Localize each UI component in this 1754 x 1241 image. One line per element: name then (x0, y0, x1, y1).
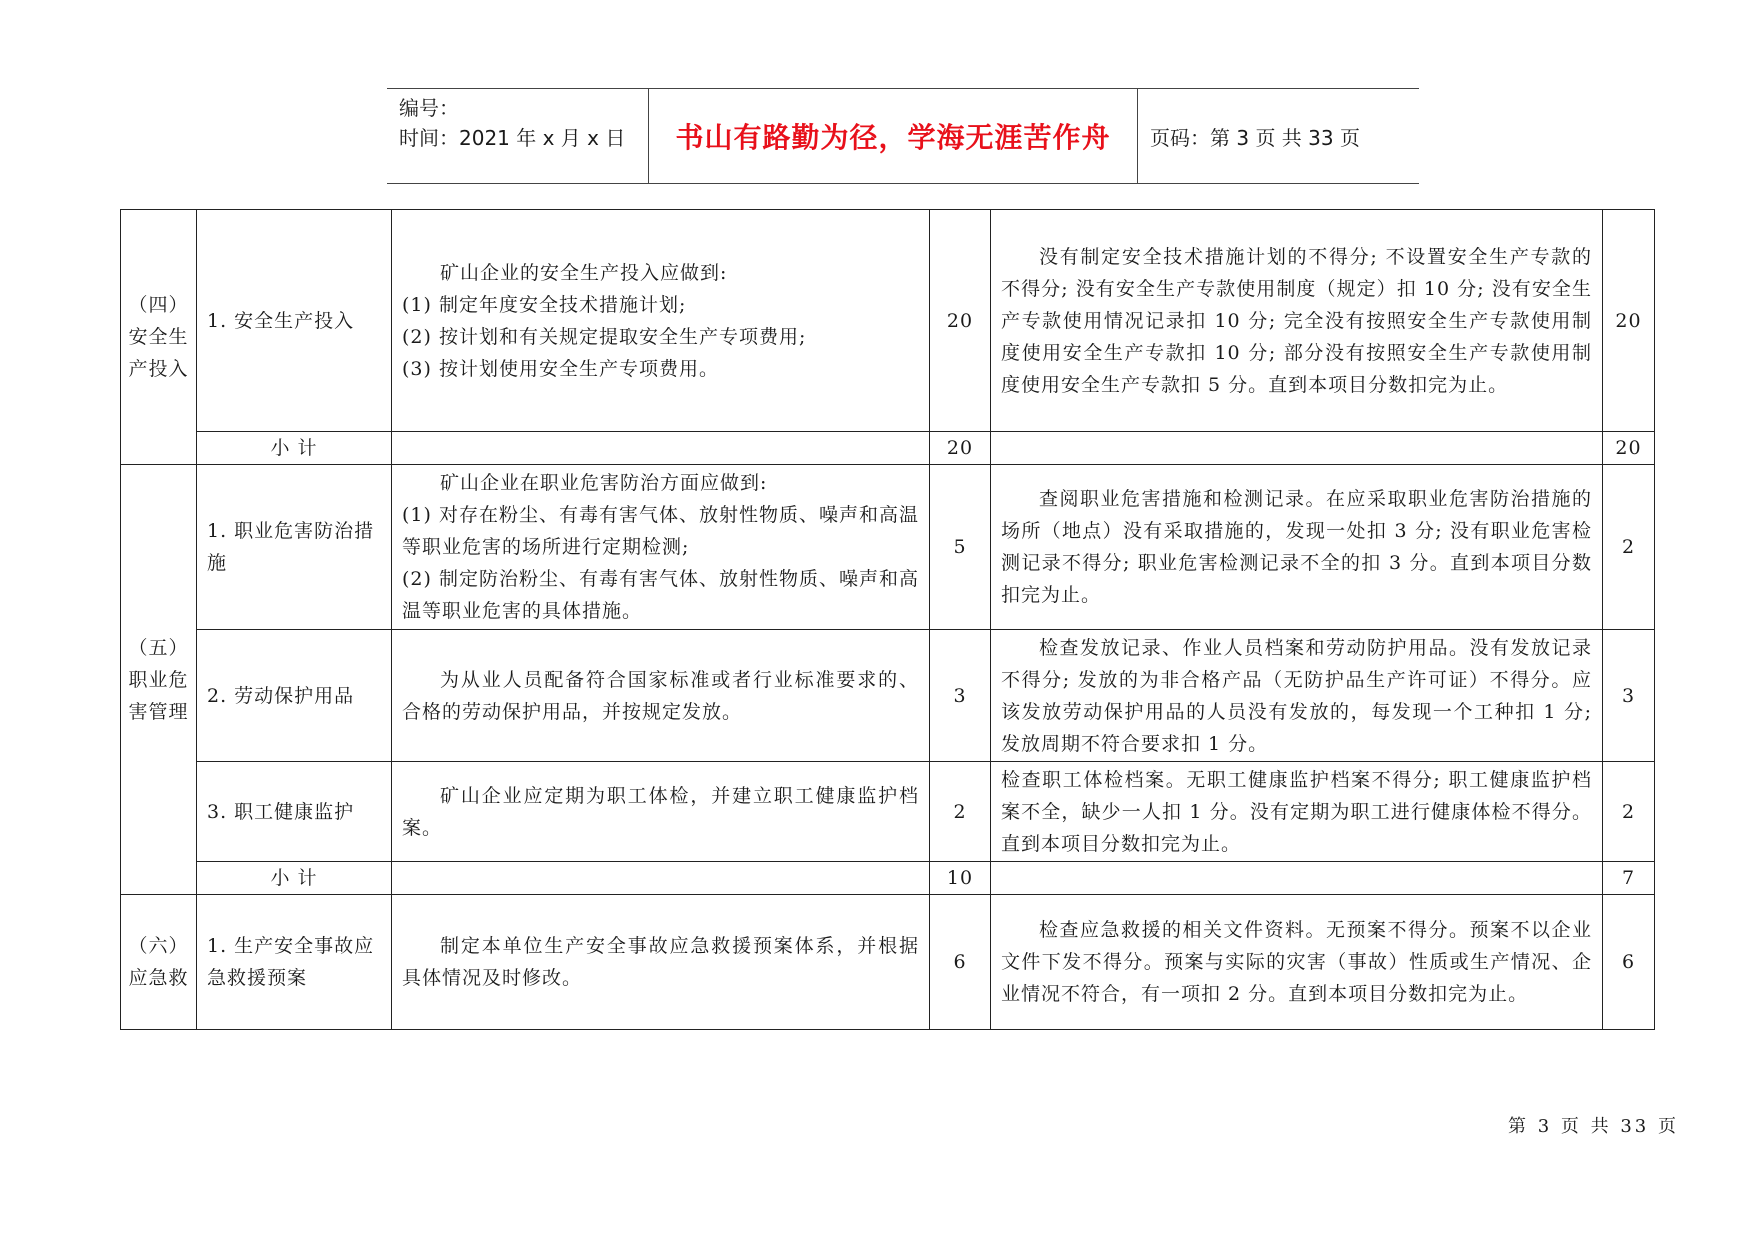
page-footer: 第 3 页 共 33 页 (1508, 1116, 1679, 1137)
document-time-label: 时间：2021 年 x 月 x 日 (399, 126, 626, 150)
item-score: 2 (930, 762, 991, 862)
item-name: 1. 生产安全事故应急救援预案 (197, 895, 392, 1030)
subtotal-result: 7 (1603, 862, 1655, 895)
subtotal-label: 小 计 (197, 862, 392, 895)
table-row (121, 762, 1655, 862)
item-result: 2 (1603, 762, 1655, 862)
item-requirements: 制定本单位生产安全事故应急救援预案体系，并根据具体情况及时修改。 (392, 895, 930, 1030)
item-requirements: 矿山企业的安全生产投入应做到: (1) 制定年度安全技术措施计划; (2) 按计划和有关规定提取安全生产专项费用; (3) 按计划使用安全生产专项费用。 (392, 210, 930, 432)
item-result: 3 (1603, 630, 1655, 762)
header-page-label: 页码：第 3 页 共 33 页 (1150, 125, 1360, 150)
item-requirements: 矿山企业在职业危害防治方面应做到: (1) 对存在粉尘、有毒有害气体、放射性物质、噪声和高温等职业危害的场所进行定期检测; (2) 制定防治粉尘、有毒有害气体、放射性物质、噪声和高温等职业危害的具体措施。 (392, 465, 930, 630)
header-slogan: 书山有路勤为径，学海无涯苦作舟 (649, 89, 1138, 183)
item-result: 2 (1603, 465, 1655, 630)
item-requirements: 为从业人员配备符合国家标准或者行业标准要求的、合格的劳动保护用品，并按规定发放。 (392, 630, 930, 762)
item-name: 1. 安全生产投入 (197, 210, 392, 432)
item-score: 20 (930, 210, 991, 432)
item-criteria: 检查应急救援的相关文件资料。无预案不得分。预案不以企业文件下发不得分。预案与实际的灾害（事故）性质或生产情况、企业情况不符合，有一项扣 2 分。直到本项目分数扣完为止。 (991, 895, 1603, 1030)
subtotal-row (121, 432, 1655, 465)
page-header (387, 88, 1419, 184)
subtotal-row (121, 862, 1655, 895)
item-name: 1. 职业危害防治措施 (197, 465, 392, 630)
category-cell: （六）应急救 (121, 895, 197, 1030)
table-row (121, 895, 1655, 1030)
item-score: 6 (930, 895, 991, 1030)
item-criteria: 查阅职业危害措施和检测记录。在应采取职业危害防治措施的场所（地点）没有采取措施的，发现一处扣 3 分; 没有职业危害检测记录不得分; 职业危害检测记录不全的扣 3 分。直到本项目分数扣完为止。 (991, 465, 1603, 630)
item-criteria: 没有制定安全技术措施计划的不得分; 不设置安全生产专款的不得分; 没有安全生产专款使用制度（规定）扣 10 分; 没有安全生产专款使用情况记录扣 10 分; 完全没有按照安全生产专款使用制度使用安全生产专款扣 10 分; 部分没有按照安全生产专款使用制度使用安全生产专款扣 5 分。直到本项目分数扣完为止。 (991, 210, 1603, 432)
subtotal-label: 小 计 (197, 432, 392, 465)
table-row (121, 465, 1655, 630)
subtotal-score: 20 (930, 432, 991, 465)
item-score: 5 (930, 465, 991, 630)
item-requirements: 矿山企业应定期为职工体检，并建立职工健康监护档案。 (392, 762, 930, 862)
category-cell: （四）安全生产投入 (121, 210, 197, 465)
subtotal-score: 10 (930, 862, 991, 895)
header-meta (387, 89, 649, 183)
item-criteria: 检查发放记录、作业人员档案和劳动防护用品。没有发放记录不得分; 发放的为非合格产品（无防护品生产许可证）不得分。应该发放劳动保护用品的人员没有发放的，每发现一个工种扣 1 分; 发放周期不符合要求扣 1 分。 (991, 630, 1603, 762)
category-cell: （五）职业危害管理 (121, 465, 197, 895)
item-result: 20 (1603, 210, 1655, 432)
item-name: 3. 职工健康监护 (197, 762, 392, 862)
table-row (121, 210, 1655, 432)
item-criteria: 检查职工体检档案。无职工健康监护档案不得分; 职工健康监护档案不全，缺少一人扣 1 分。没有定期为职工进行健康体检不得分。直到本项目分数扣完为止。 (991, 762, 1603, 862)
item-name: 2. 劳动保护用品 (197, 630, 392, 762)
assessment-table (120, 209, 1655, 1030)
item-result: 6 (1603, 895, 1655, 1030)
document-number-label: 编号： (399, 96, 459, 120)
table-row (121, 630, 1655, 762)
subtotal-result: 20 (1603, 432, 1655, 465)
item-score: 3 (930, 630, 991, 762)
